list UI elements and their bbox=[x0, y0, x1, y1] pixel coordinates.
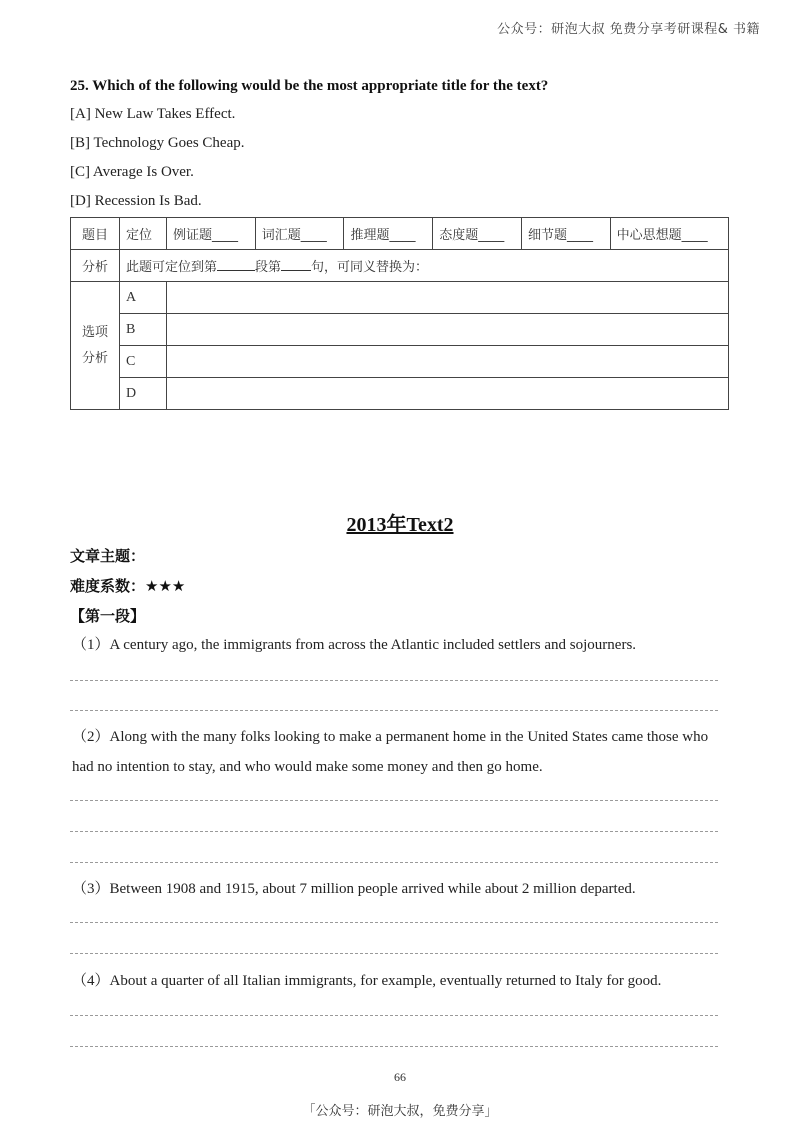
locate-text-c: 句，可同义替换为： bbox=[311, 260, 429, 275]
blank-sentence bbox=[281, 258, 311, 271]
paragraph-label: 【第一段】 bbox=[70, 607, 146, 625]
options-label-2: 分析 bbox=[81, 350, 108, 366]
option-letter: C bbox=[120, 346, 167, 378]
row-label-topic: 题目 bbox=[71, 218, 120, 250]
section-title: 2013年Text2 bbox=[346, 514, 454, 536]
option-analysis-blank bbox=[167, 378, 729, 410]
question-title: 25. Which of the following would be the most appropriate title for the text? bbox=[70, 78, 549, 94]
answer-line bbox=[70, 1015, 718, 1016]
table-row bbox=[71, 346, 729, 378]
answer-line bbox=[70, 710, 718, 711]
row-label-options bbox=[71, 282, 120, 410]
option-analysis-blank bbox=[167, 282, 729, 314]
type-cell: 细节题____ bbox=[521, 218, 610, 250]
table-row bbox=[71, 218, 729, 250]
type-cell: 态度题____ bbox=[433, 218, 522, 250]
type-cell: 推理题____ bbox=[344, 218, 433, 250]
footer-note: 「公众号：研泡大叔，免费分享」 bbox=[302, 1104, 498, 1119]
table-row bbox=[71, 282, 729, 314]
answer-line bbox=[70, 1046, 718, 1047]
sentence-4: （4）About a quarter of all Italian immigrants, for example, eventually returned to Italy for good. bbox=[72, 973, 662, 989]
option-b: [B] Technology Goes Cheap. bbox=[70, 135, 245, 151]
answer-line bbox=[70, 800, 718, 801]
answer-line bbox=[70, 953, 718, 954]
option-analysis-blank bbox=[167, 346, 729, 378]
option-letter: B bbox=[120, 314, 167, 346]
difficulty-label: 难度系数：★★★ bbox=[70, 577, 186, 595]
table-row bbox=[71, 314, 729, 346]
answer-line bbox=[70, 680, 718, 681]
locate-cell bbox=[120, 250, 729, 282]
answer-line bbox=[70, 831, 718, 832]
option-letter: D bbox=[120, 378, 167, 410]
answer-line bbox=[70, 922, 718, 923]
sentence-2: （2）Along with the many folks looking to make a permanent home in the United States came those who had no intention to stay, and who would make some money and then go home. bbox=[72, 729, 709, 775]
row-label-analysis: 分析 bbox=[71, 250, 120, 282]
locate-text-a: 此题可定位到第 bbox=[126, 260, 218, 275]
type-cell: 中心思想题____ bbox=[610, 218, 728, 250]
answer-line bbox=[70, 862, 718, 863]
option-c: [C] Average Is Over. bbox=[70, 164, 194, 180]
header-note: 公众号：研泡大叔 免费分享考研课程& 书籍 bbox=[497, 22, 760, 37]
type-cell: 例证题____ bbox=[167, 218, 256, 250]
option-a: [A] New Law Takes Effect. bbox=[70, 106, 236, 122]
sentence-1: （1）A century ago, the immigrants from across the Atlantic included settlers and sojourners. bbox=[72, 637, 637, 653]
locate-text-b: 段第 bbox=[255, 260, 282, 275]
table-row bbox=[71, 378, 729, 410]
blank-paragraph bbox=[217, 258, 255, 271]
type-cell: 定位 bbox=[120, 218, 167, 250]
option-letter: A bbox=[120, 282, 167, 314]
analysis-table bbox=[70, 217, 729, 410]
table-row bbox=[71, 250, 729, 282]
type-cell: 词汇题____ bbox=[255, 218, 344, 250]
options-label-1: 选项 bbox=[81, 324, 108, 340]
option-analysis-blank bbox=[167, 314, 729, 346]
option-d: [D] Recession Is Bad. bbox=[70, 193, 202, 209]
theme-label: 文章主题： bbox=[70, 547, 146, 565]
sentence-3: （3）Between 1908 and 1915, about 7 million people arrived while about 2 million departed. bbox=[72, 881, 636, 897]
page-number: 66 bbox=[394, 1070, 406, 1084]
